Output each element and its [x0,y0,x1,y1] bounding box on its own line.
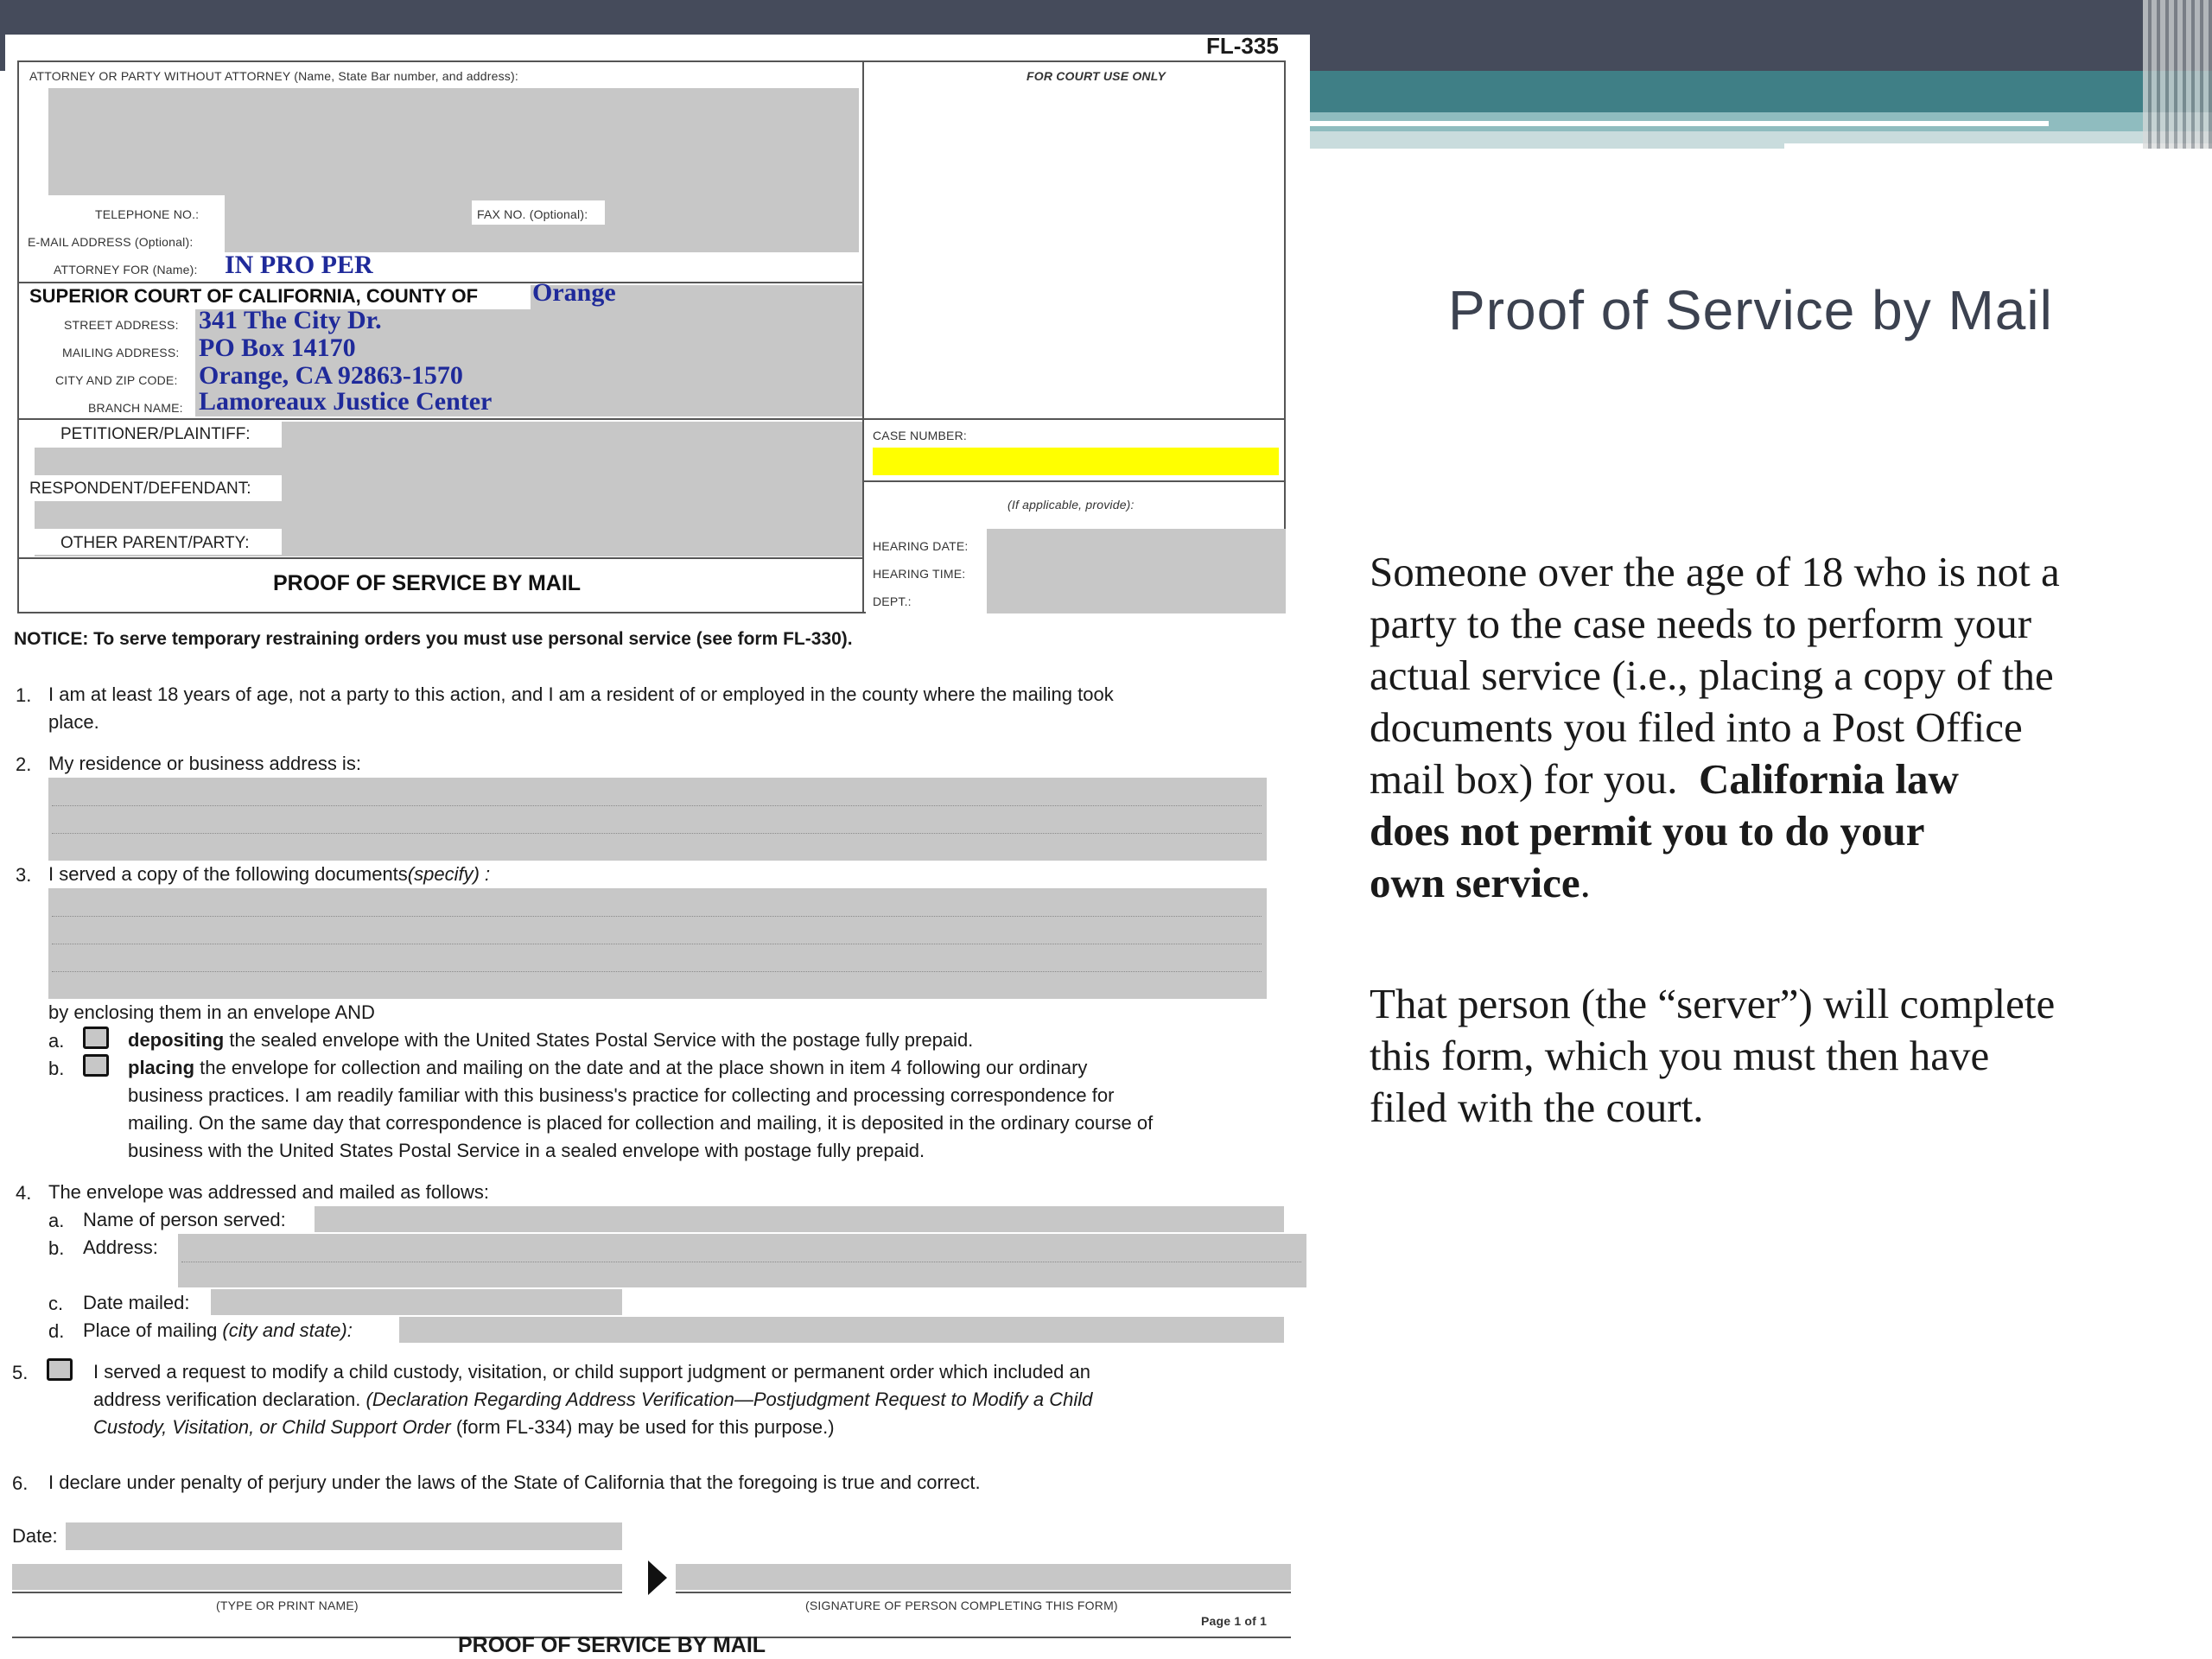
item4-number: 4. [16,1182,32,1204]
slide-paragraph-2 [1370,978,2173,1134]
person-served-field[interactable] [315,1206,1284,1232]
notice: NOTICE: To serve temporary restraining orders you must use personal service (see form FL-330). [14,629,853,649]
item4-text: The envelope was addressed and mailed as follows: [48,1181,489,1203]
mailing-value[interactable]: PO Box 14170 [199,334,356,362]
documents-line-1 [52,916,1262,917]
form-number: FL-335 [1206,33,1279,59]
item3b-rest: the envelope for collection and mailing on the date and at the place shown in item 4 following our ordinary [194,1057,1088,1078]
branch-label: BRANCH NAME: [88,401,183,415]
signature-field[interactable] [676,1564,1291,1590]
item3-label: I served a copy of the following documents [48,863,408,885]
para2-line3: filed with the court. [1370,1084,1704,1131]
attorney-name-field[interactable] [48,88,859,195]
item3a-text [128,1027,973,1054]
dept-label: DEPT.: [873,594,912,608]
street-value[interactable]: 341 The City Dr. [199,306,382,334]
case-number-field[interactable] [873,448,1279,475]
residence-address-field[interactable] [48,778,1267,861]
item4c-letter: c. [48,1293,64,1314]
county-value[interactable]: Orange [532,278,616,307]
item4d-letter: d. [48,1320,65,1342]
item4c-text: Date mailed: [83,1292,190,1313]
case-number-label: CASE NUMBER: [873,429,967,442]
mailing-label: MAILING ADDRESS: [62,346,180,359]
item3b-text-line4: business with the United States Postal Service in a sealed envelope with postage fully prepaid. [128,1140,925,1161]
item1-text-line2: place. [48,711,99,733]
item6-text: I declare under penalty of perjury under the laws of the State of California that the foregoing is true and correct. [48,1471,981,1493]
item4d-italic: (city and state): [222,1319,353,1341]
item3-specify: (specify) : [407,863,491,885]
para1-line5 [1370,753,2173,805]
para1-line5-bold: California law [1699,755,1959,803]
item3a-bold: depositing [128,1029,225,1051]
if-applicable-note: (If applicable, provide): [1007,498,1135,512]
item4a-text: Name of person served: [83,1209,286,1230]
page-number: Page 1 of 1 [1201,1614,1268,1628]
para1-line4: documents you filed into a Post Office [1370,703,2023,751]
date-field[interactable] [66,1522,622,1550]
caption-divider-case [864,480,1286,482]
residence-line-1 [52,805,1262,806]
item2-text: My residence or business address is: [48,753,361,774]
item4d-text [83,1317,353,1344]
para1-line7 [1370,857,2173,909]
enclosing-text: by enclosing them in an envelope AND [48,1001,375,1023]
item5-text-line2 [93,1386,1092,1414]
branch-value[interactable]: Lamoreaux Justice Center [199,387,493,416]
para1-line6-bold: does not permit you to do your [1370,807,1925,855]
item3b-text-line2: business practices. I am readily familiar with this business's practice for collecting and processing correspondence for [128,1084,1115,1106]
header-rule [1310,121,2049,126]
item5-line3-italic: Custody, Visitation, or Child Support Order [93,1416,451,1438]
attorney-caption: ATTORNEY OR PARTY WITHOUT ATTORNEY (Name, State Bar number, and address): [29,69,518,83]
date-mailed-field[interactable] [211,1289,622,1315]
telephone-label: TELEPHONE NO.: [95,207,200,221]
item3b-text-line1 [128,1054,1087,1082]
item1-text-line1: I am at least 18 years of age, not a party to this action, and I am a resident of or employed in the county where the mailing took [48,683,1114,705]
item3a-rest: the sealed envelope with the United States Postal Service with the postage fully prepaid. [224,1029,974,1051]
city-label: CITY AND ZIP CODE: [55,373,178,387]
city-value[interactable]: Orange, CA 92863-1570 [199,361,463,390]
para1-line7-bold: own service [1370,859,1580,906]
item3-number: 3. [16,864,32,886]
other-parent-label: OTHER PARENT/PARTY: [60,534,250,552]
court-use-only: FOR COURT USE ONLY [1027,69,1166,83]
slide-title: Proof of Service by Mail [1448,279,2053,341]
item3b-text-line3: mailing. On the same day that correspondence is placed for collection and mailing, it is deposited in the ordinary course of [128,1112,1154,1134]
print-name-field[interactable] [12,1564,622,1590]
street-label: STREET ADDRESS: [64,318,179,332]
item2-number: 2. [16,753,32,775]
hearing-date-label: HEARING DATE: [873,539,969,553]
print-name-line [12,1592,622,1593]
signature-line [676,1592,1291,1593]
caption-divider-parties [17,418,1286,420]
item4b-letter: b. [48,1237,65,1259]
attorney-for-value[interactable]: IN PRO PER [225,251,373,279]
item3a-letter: a. [48,1030,65,1052]
para1-line3: actual service (i.e., placing a copy of the [1370,652,2054,699]
attorney-for-label: ATTORNEY FOR (Name): [54,263,198,276]
item5-line2-italic: (Declaration Regarding Address Verification—Postjudgment Request to Modify a Child [365,1389,1093,1410]
para2-line1: That person (the “server”) will complete [1370,980,2056,1027]
item3b-letter: b. [48,1058,65,1079]
petitioner-label: PETITIONER/PLAINTIFF: [60,425,251,443]
respondent-label: RESPONDENT/DEFENDANT: [29,480,251,498]
print-name-caption: (TYPE OR PRINT NAME) [216,1599,359,1612]
served-address-field[interactable] [178,1234,1306,1287]
fax-label: FAX NO. (Optional): [477,207,588,221]
form-title: PROOF OF SERVICE BY MAIL [273,571,582,595]
item4b-text: Address: [83,1236,158,1258]
item3-text [48,861,490,888]
item5-line2-plain: address verification declaration. [93,1389,366,1410]
slide-paragraph-1 [1370,546,2173,909]
para1-line7-period: . [1580,859,1591,906]
item4a-letter: a. [48,1210,65,1231]
court-heading: SUPERIOR COURT OF CALIFORNIA, COUNTY OF [29,285,479,307]
depositing-checkbox[interactable] [83,1027,109,1049]
item1-number: 1. [16,684,32,706]
header-stripes [2143,0,2212,149]
signature-caption: (SIGNATURE OF PERSON COMPLETING THIS FORM) [805,1599,1118,1612]
para1-line5-plain: mail box) for you. [1370,755,1700,803]
item5-text-line1: I served a request to modify a child custody, visitation, or child support judgment or permanent order which included an [93,1361,1090,1382]
item5-line3-plain: (form FL-334) may be used for this purpose.) [450,1416,835,1438]
place-of-mailing-field[interactable] [399,1317,1284,1343]
documents-line-3 [52,971,1262,972]
footer-title-wrap [458,1633,821,1659]
signature-arrow-icon [648,1560,667,1595]
hearing-time-label: HEARING TIME: [873,567,966,581]
para1-line1: Someone over the age of 18 who is not a [1370,548,2060,595]
placing-checkbox[interactable] [83,1054,109,1077]
caption-divider-vertical [862,60,864,613]
para2-line2: this form, which you must then have [1370,1032,1990,1079]
para1-line2: party to the case needs to perform your [1370,600,2032,647]
item3b-bold: placing [128,1057,195,1078]
email-label: E-MAIL ADDRESS (Optional): [28,235,194,249]
item5-text-line3 [93,1414,835,1441]
item5-number: 5. [12,1362,29,1383]
address-verification-checkbox[interactable] [47,1358,73,1381]
para1-line6 [1370,805,2173,857]
residence-line-2 [52,833,1262,834]
item6-number: 6. [12,1472,29,1494]
date-label: Date: [12,1525,58,1547]
footer-title: PROOF OF SERVICE BY MAIL [458,1633,766,1657]
caption-divider-title [17,557,864,559]
item4d-label: Place of mailing [83,1319,223,1341]
header-band-teal [1310,71,2212,112]
